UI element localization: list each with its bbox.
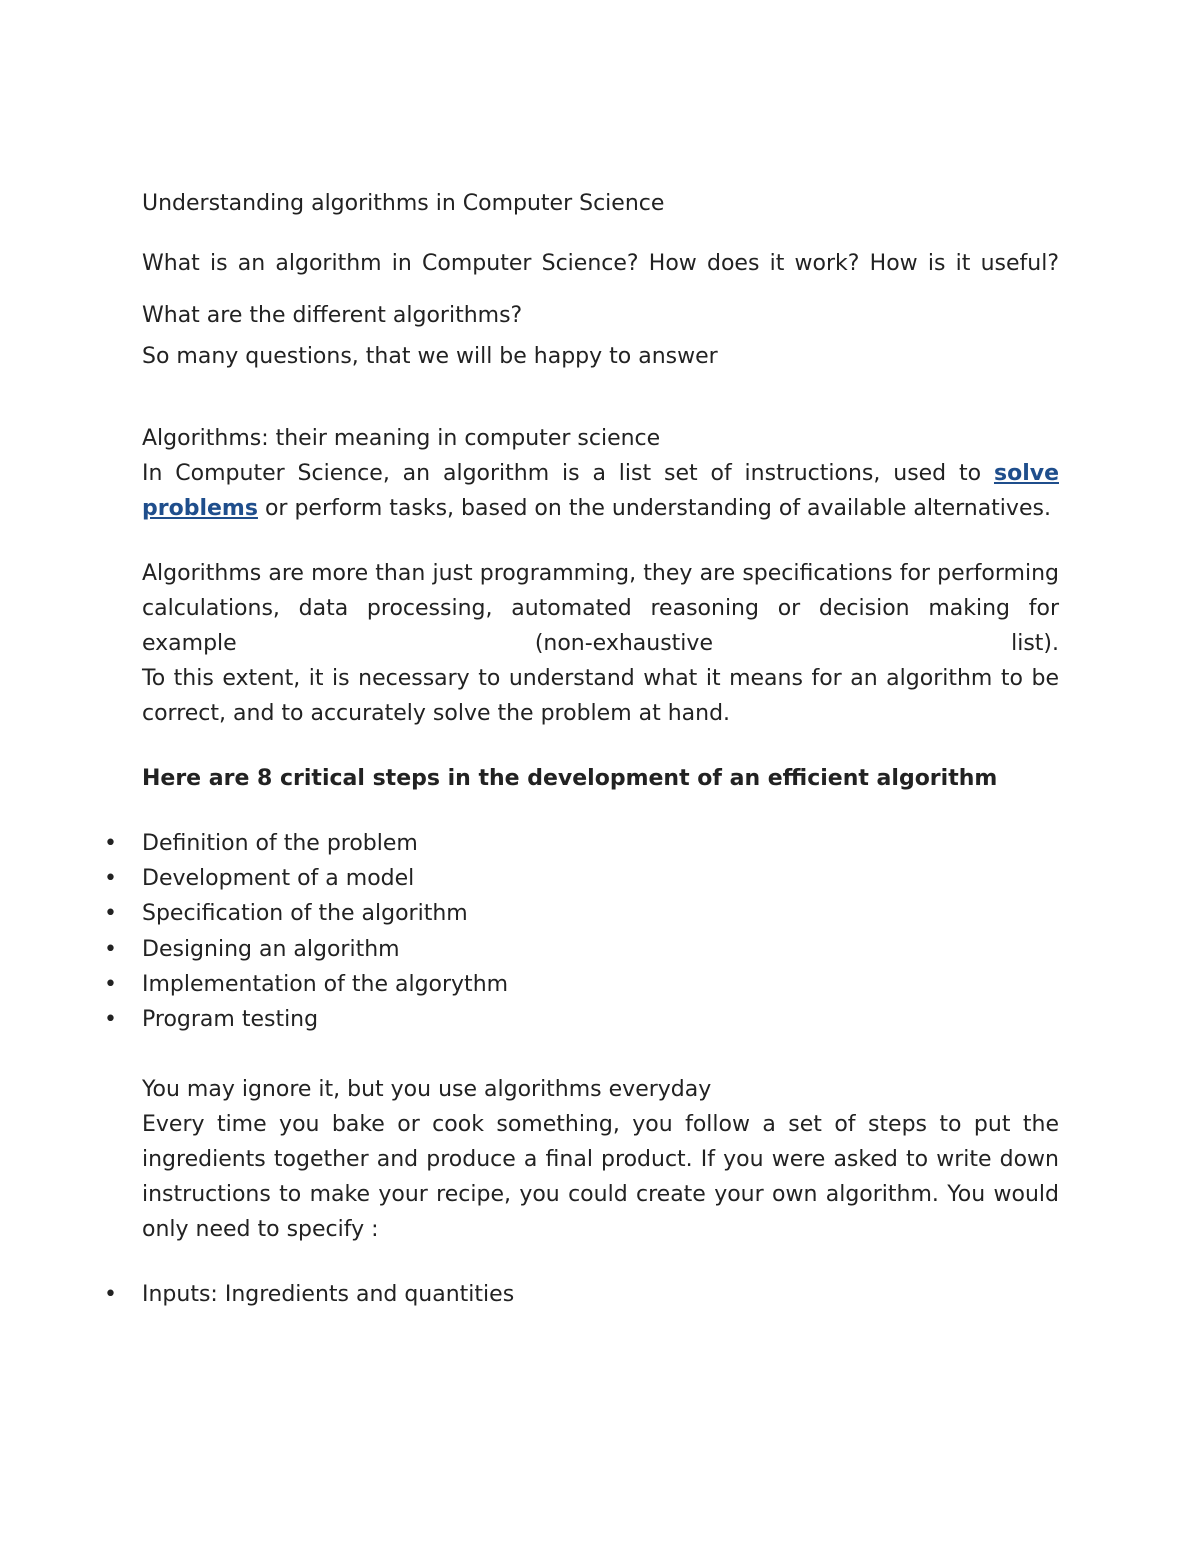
bullet-icon: •: [104, 1282, 117, 1308]
definition-paragraph: [142, 456, 1059, 526]
bullet-icon: •: [104, 831, 117, 856]
specifications-paragraph: Algorithms are more than just programming, they are specifications for performing calculations, data processing, automated reasoning or decision making for example (non-exhaustive list).: [142, 561, 1059, 656]
everyday-paragraph: Every time you bake or cook something, you follow a set of steps to put the ingredients together and produce a final product. If you were asked to write down instructions to make your recipe, you could create your own algorithm. You would only need to specify :: [142, 1112, 1059, 1243]
bullet-icon: •: [104, 866, 117, 892]
steps-heading: Here are 8 critical steps in the development of an efficient algorithm: [142, 766, 998, 791]
document-title: Understanding algorithms in Computer Science: [142, 191, 665, 216]
list-item: [104, 861, 1059, 896]
list-item: [104, 896, 1059, 931]
list-item: [104, 1002, 1059, 1037]
intro-followup: So many questions, that we will be happy to answer: [142, 344, 718, 369]
list-item: [104, 967, 1059, 1002]
bullet-icon: •: [104, 1007, 117, 1033]
list-item-text: Designing an algorithm: [142, 936, 400, 962]
solve-problems-link[interactable]: solve problems: [142, 461, 1059, 521]
list-item-text: Inputs: Ingredients and quantities: [142, 1282, 515, 1308]
list-item-text: Definition of the problem: [142, 831, 418, 856]
list-item-text: Specification of the algorithm: [142, 901, 468, 927]
bullet-icon: •: [104, 936, 117, 962]
list-item: [104, 1277, 1059, 1312]
steps-list: [104, 826, 1059, 1037]
list-item: [104, 826, 1059, 861]
everyday-heading: You may ignore it, but you use algorithms everyday: [142, 1077, 712, 1103]
list-item: [104, 932, 1059, 967]
document-page: [104, 186, 1059, 1312]
list-item-text: Development of a model: [142, 866, 415, 892]
definition-text-start: In Computer Science, an algorithm is a list set of instructions, used to: [142, 461, 994, 486]
list-item-text: Program testing: [142, 1007, 319, 1033]
definition-text-end: or perform tasks, based on the understanding of available alternatives.: [257, 496, 1051, 521]
section-heading-meaning: Algorithms: their meaning in computer science: [142, 426, 661, 451]
list-item-text: Implementation of the algorythm: [142, 971, 509, 997]
recipe-specs-list: [104, 1277, 1059, 1312]
intro-paragraph: What is an algorithm in Computer Science? How does it work? How is it useful? What are the different algorithms?: [142, 251, 1059, 328]
bullet-icon: •: [104, 971, 117, 997]
correctness-paragraph: To this extent, it is necessary to understand what it means for an algorithm to be correct, and to accurately solve the problem at hand.: [142, 666, 1059, 726]
bullet-icon: •: [104, 901, 117, 927]
